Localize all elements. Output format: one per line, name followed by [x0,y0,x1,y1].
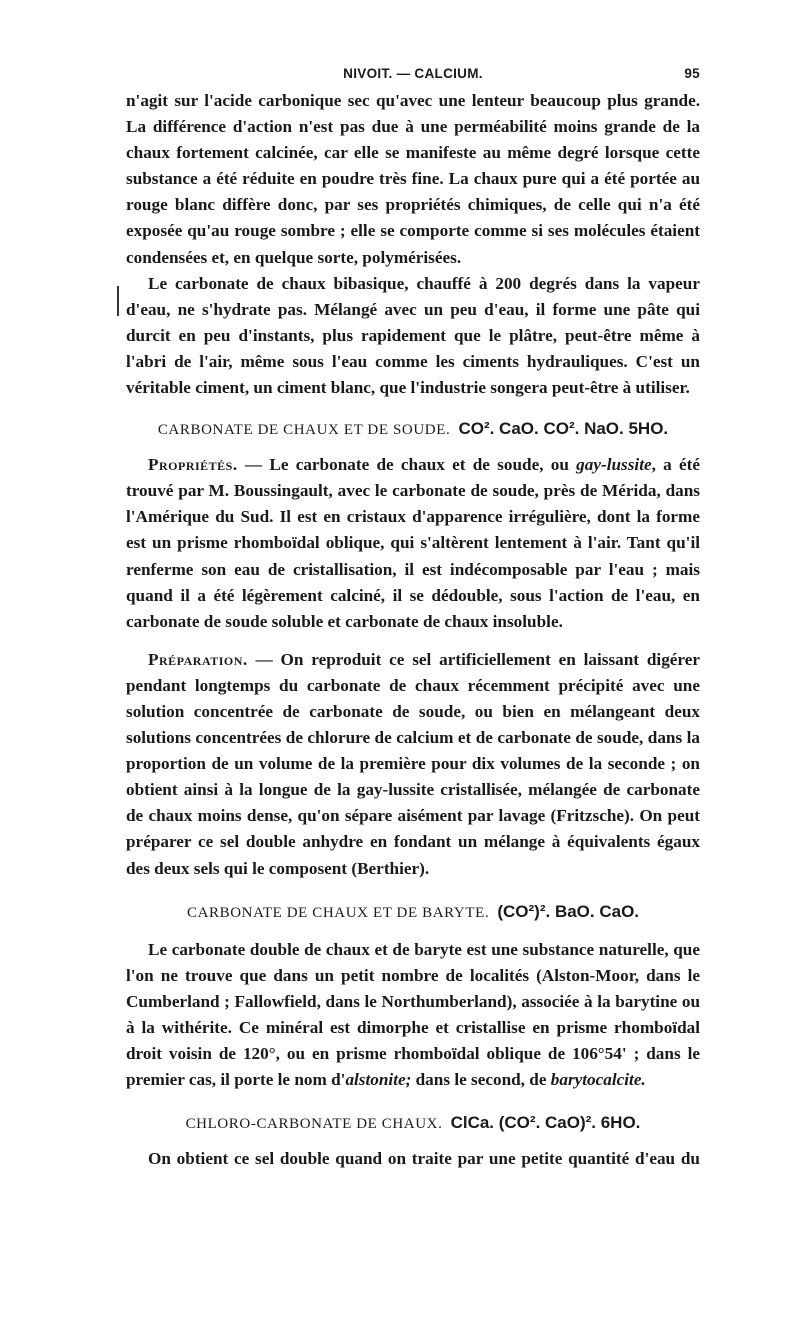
preparation-text: — On reproduit ce sel artificiellement en laissant digérer pendant longtemps du carbonate de chaux récemment précipité avec une solution concentrée de carbonate de soude, ou bien en mélangeant deux solutions concentrées de chlorure de calcium et de carbonate de soude, dans la proportion de un volume de la première pour dix volumes de la seconde ; on obtient ainsi à la longue de la gay-lussite cristallisée, mélangée de carbonate de chaux moins dense, qu'on sépare aisément par lavage (Fritzsche). On peut préparer ce sel double anhydre en fondant un mélange à équivalents égaux des deux sels qui le composent (Berthier). [126,649,700,878]
section-title: CARBONATE DE CHAUX ET DE BARYTE. [186,904,490,921]
chemical-formula: ClCa. (CO². CaO)². 6HO. [450,1113,641,1133]
mineral-name-alstonite: alstonite; [345,1070,412,1090]
preparation-label: Préparation. [148,649,248,669]
paragraph-chloro: On obtient ce sel double quand on traite par une petite quantité d'eau du [148,1149,700,1169]
section-heading-soude [126,415,700,444]
baryte-text-2: dans le second, de [411,1070,551,1090]
section-heading-chloro [126,1109,700,1138]
running-title: NIVOIT. — CALCIUM. [343,66,483,81]
section-title: CARBONATE DE CHAUX ET DE SOUDE. [157,422,451,439]
section-title: CHLORO-CARBONATE DE CHAUX. [185,1116,443,1133]
proprietes-label: Propriétés. [148,455,238,475]
chemical-formula: (CO²)². BaO. CaO. [497,901,640,921]
page-header [126,60,700,84]
paragraph-preparation [126,647,700,882]
chemical-formula: CO². CaO. CO². NaO. 5HO. [458,419,669,439]
mineral-name-barytocalcite: barytocalcite. [550,1070,646,1090]
paragraph-2: Le carbonate de chaux bibasique, chauffé à 200 degrés dans la vapeur d'eau, ne s'hydrate pas. Mélangé avec un peu d'eau, il forme une pâte qui durcit en peu d'instants, plus rapidement que le plâtre, peut-être même à l'abri de l'air, même sous l'eau comme les ciments hydrauliques. C'est un véritable ciment, un ciment blanc, que l'industrie songera peut-être à utiliser. [126,273,700,398]
page-number: 95 [684,66,700,81]
paragraph-proprietes [126,452,700,635]
paragraph-1: n'agit sur l'acide carbonique sec qu'avec une lenteur beaucoup plus grande. La différence d'action n'est pas due à une perméabilité moins grande de la chaux fortement calcinée, car elle se manifeste au même degré lorsque cette substance a été réduite en poudre très fine. La chaux pure qui a été portée au rouge blanc diffère donc, par ses propriétés chimiques, de celle qui n'a été exposée qu'au rouge sombre ; elle se comporte comme si ses molécules étaient condensées et, en quelque sorte, polymérisées. [126,91,700,267]
section-heading-baryte [126,898,700,927]
mineral-name: gay-lussite [576,455,652,475]
proprietes-intro: — Le carbonate de chaux et de soude, ou [237,455,577,475]
baryte-text-1: Le carbonate double de chaux et de baryte est une substance naturelle, que l'on ne trouve que dans un petit nombre de localités (Alston-Moor, dans le Cumberland ; Fallowfield, dans le Northumberland), associée à la barytine ou à la withérite. Ce minéral est dimorphe et cristallise en prisme rhomboïdal droit voisin de 120°, ou en prisme rhomboïdal oblique de 106°54' ; dans le premier cas, il porte le nom d' [126,939,700,1090]
proprietes-text: , a été trouvé par M. Boussingault, avec le carbonate de soude, près de Mérida, dans l'Amérique du Sud. Il est en cristaux d'apparence irrégulière, dont la forme est un prisme rhomboïdal oblique, qui s'altèrent lentement à l'air. Tant qu'il renferme son eau de cristallisation, il est indécomposable par l'eau ; mais quand il a été légèrement calciné, il se dédouble, sous l'action de l'eau, en carbonate de soude soluble et carbonate de chaux insoluble. [126,455,700,631]
paragraph-baryte [126,937,700,1094]
margin-mark [117,286,119,316]
